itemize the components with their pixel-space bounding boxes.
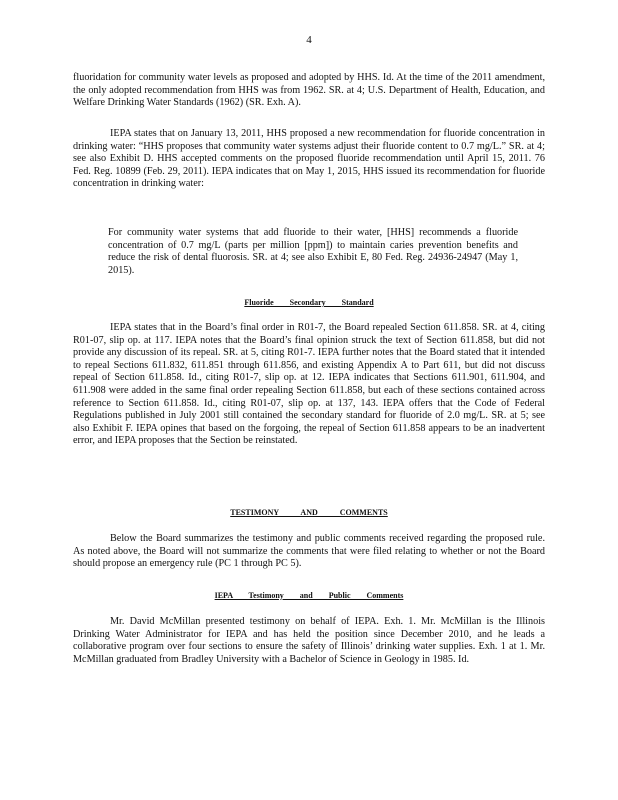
heading-fluoride-text: Fluoride Secondary Standard xyxy=(244,298,374,307)
heading-testimony-text: TESTIMONY AND COMMENTS xyxy=(230,508,388,517)
heading-iepa-text: IEPA Testimony and Public Comments xyxy=(214,591,404,600)
heading-iepa-testimony xyxy=(0,591,618,600)
page-number: 4 xyxy=(306,34,312,46)
paragraph-mcmillan xyxy=(73,616,545,666)
paragraph-iepa-2011 xyxy=(73,128,545,191)
heading-fluoride-secondary-standard xyxy=(0,298,618,307)
block-quote-text: For community water systems that add fluoride to their water, [HHS] recommends a fluoride concentration of 0.7 mg/L (parts per million [ppm]) to maintain caries prevention benefits and reduce the risk of dental fluorosis. SR. at 4; see also Exhibit E, 80 Fed. Reg. 24936-24947 (May 1, 2015). xyxy=(108,227,518,276)
paragraph-testimony-text: Below the Board summarizes the testimony and public comments received regarding the proposed rule. As noted above, the Board will not summarize the comments that were filed relating to whether or not the Board should propose an emergency rule (PC 1 through PC 5). xyxy=(73,533,545,570)
paragraph-iepa-2011-text: IEPA states that on January 13, 2011, HHS proposed a new recommendation for fluoride concentration in drinking water: “HHS proposes that community water systems adjust their fluoride content to 0.7 mg/L.” SR. at 4; see also Exhibit D. HHS accepted comments on the proposed fluoride recommendation until April 15, 2011. 76 Fed. Reg. 10899 (Feb. 29, 2011). IEPA indicates that on May 1, 2015, HHS issued its recommendation for fluoride concentration in drinking water: xyxy=(73,128,545,190)
block-quote xyxy=(108,227,518,277)
paragraph-intro-text: fluoridation for community water levels as proposed and adopted by HHS. Id. At the time of the 2011 amendment, the only adopted recommendation from HHS was from 1962. SR. at 4; U.S. Department of Health, Education, and Welfare Drinking Water Standards (1962) (SR. Exh. A). xyxy=(73,72,545,109)
paragraph-fluoride xyxy=(73,322,545,448)
paragraph-mcmillan-text: Mr. David McMillan presented testimony on behalf of IEPA. Exh. 1. Mr. McMillan is the Illinois Drinking Water Administrator for IEPA and has held the position since December 2010, and he leads a collaborative program over four sections to ensure the safety of Illinois’ drinking water supplies. Exh. 1 at 1. Mr. McMillan graduated from Bradley University with a Bachelor of Science in Geology in 1985. Id. xyxy=(73,616,545,665)
paragraph-fluoride-text: IEPA states that in the Board’s final order in R01-7, the Board repealed Section 611.858. SR. at 4, citing R01-07, slip op. at 117. IEPA notes that the Board’s final opinion struck the text of Section 611.858, but did not provide any discussion of its repeal. SR. at 5, citing R01-7. IEPA further notes that the Board stated that it intended to repeal Sections 611.832, 611.851 through 611.856, and existing Appendix A to Part 611, but did not discuss repeal of Section 611.858. Id., citing R01-7, slip op. at 12. IEPA indicates that Sections 611.901, 611.904, and 611.908 were added in the same final order repealing Section 611.858, but each of these sections contained across reference to Section 611.858. Id., citing R01-07, slip op. at 137, 143. IEPA offers that the Code of Federal Regulations published in July 2001 still contained the secondary standard for fluoride of 2.0 mg/L. SR. at 5; see also Exhibit F. IEPA opines that based on the forgoing, the repeal of Section 611.858 appears to be an inadvertent error, and IEPA proposes that the Section be reinstated. xyxy=(73,322,545,447)
heading-testimony-and-comments xyxy=(0,508,618,517)
paragraph-intro xyxy=(73,72,545,110)
paragraph-testimony xyxy=(73,533,545,571)
